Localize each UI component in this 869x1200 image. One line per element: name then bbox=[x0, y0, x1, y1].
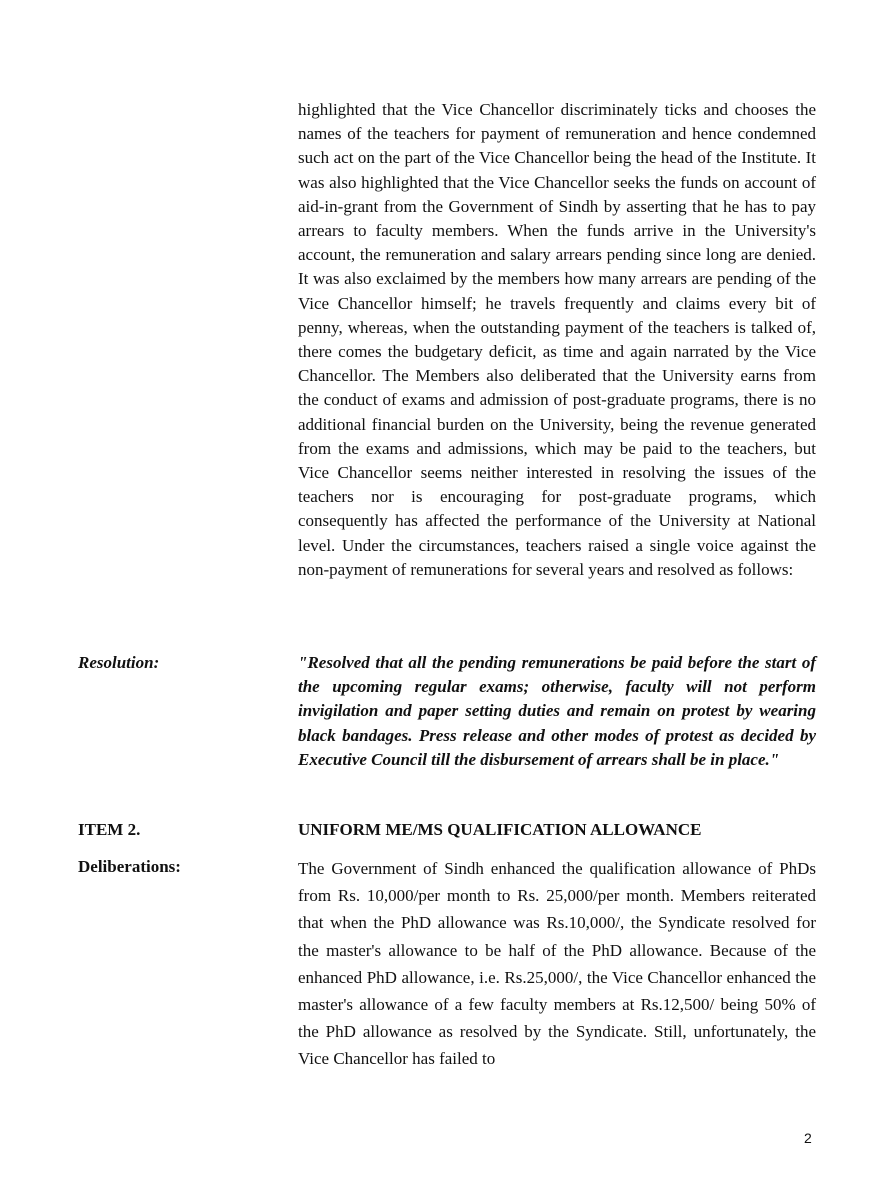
resolution-label: Resolution: bbox=[78, 653, 160, 672]
deliberations-label: Deliberations: bbox=[78, 857, 181, 876]
page-number: 2 bbox=[804, 1130, 812, 1146]
resolution-text: "Resolved that all the pending remunerations be paid before the start of the upcoming regular exams; otherwise, faculty will not perform invigilation and paper setting duties and remain on protest by wearing black bandages. Press release and other modes of protest as decided by Executive Council till the disbursement of arrears shall be in place." bbox=[298, 653, 816, 769]
deliberations-text: The Government of Sindh enhanced the qualification allowance of PhDs from Rs. 10,000/per month to Rs. 25,000/per month. Members reiterated that when the PhD allowance was Rs.10,000/, the Syndicate resolved for the master's allowance to be half of the PhD allowance. Because of the enhanced PhD allowance, i.e. Rs.25,000/, the Vice Chancellor enhanced the master's allowance of a few faculty members at Rs.12,500/ being 50% of the PhD allowance as resolved by the Syndicate. Still, unfortunately, the Vice Chancellor has failed to bbox=[298, 859, 816, 1069]
item-number: ITEM 2. bbox=[78, 820, 141, 839]
item-title: UNIFORM ME/MS QUALIFICATION ALLOWANCE bbox=[298, 820, 702, 839]
intro-paragraph: highlighted that the Vice Chancellor discriminately ticks and chooses the names of the teachers for payment of remuneration and hence condemned such act on the part of the Vice Chancellor being the head of the Institute. It was also highlighted that the Vice Chancellor seeks the funds on account of aid-in-grant from the Government of Sindh by asserting that he has to pay arrears to faculty members. When the funds arrive in the University's account, the remuneration and salary arrears pending since long are denied. It was also exclaimed by the members how many arrears are pending of the Vice Chancellor himself; he travels frequently and claims every bit of penny, whereas, when the outstanding payment of the teachers is talked of, there comes the budgetary deficit, as time and again narrated by the Vice Chancellor. The Members also deliberated that the University earns from the conduct of exams and admission of post-graduate programs, there is no additional financial burden on the University, being the revenue generated from the exams and admissions, which may be paid to the teachers, but Vice Chancellor seems neither interested in resolving the issues of the teachers nor is encouraging for post-graduate programs, which consequently has affected the performance of the University at National level. Under the circumstances, teachers raised a single voice against the non-payment of remunerations for several years and resolved as follows: bbox=[298, 100, 816, 579]
